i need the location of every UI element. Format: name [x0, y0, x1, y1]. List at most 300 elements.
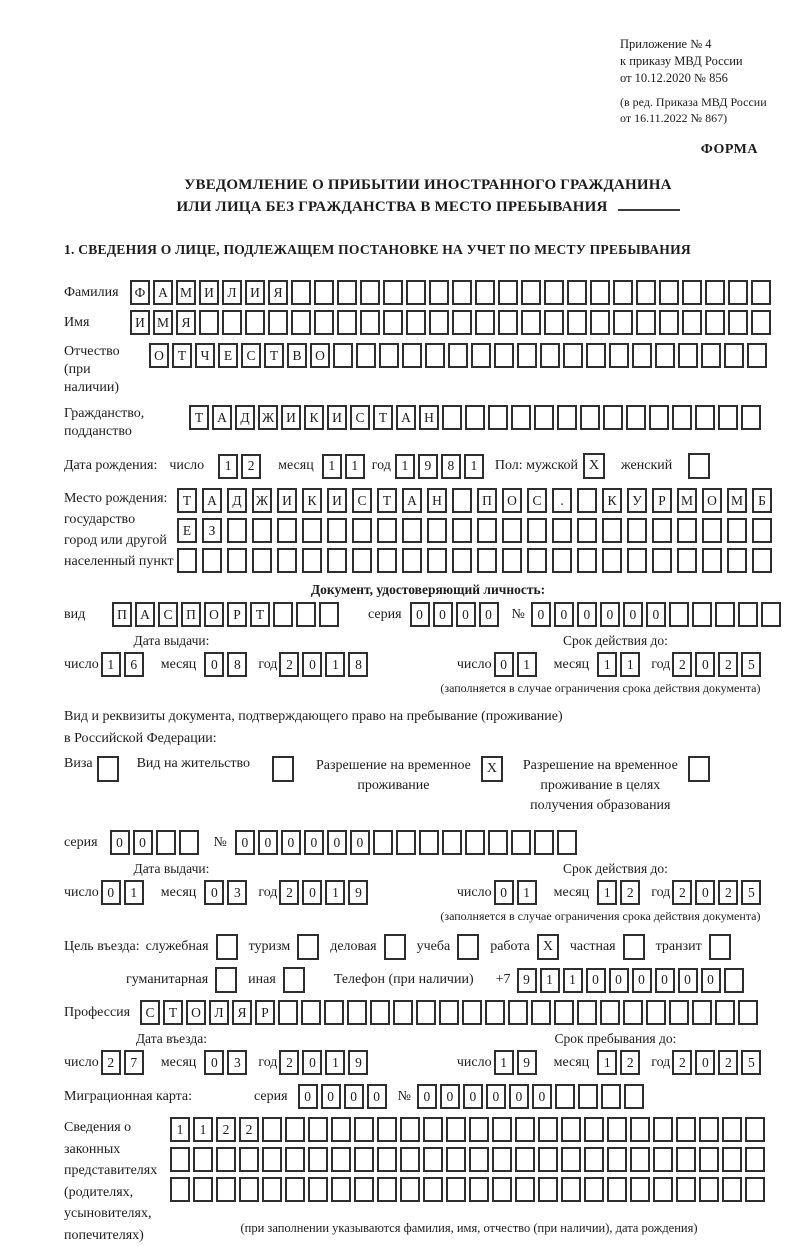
name-cells	[130, 310, 774, 335]
char-cell	[669, 602, 689, 627]
char-cell	[624, 1084, 644, 1109]
entry-year-cells	[279, 1050, 371, 1075]
char-cell	[561, 1117, 581, 1142]
char-cell: И	[277, 488, 297, 513]
char-cell	[177, 548, 197, 573]
char-cell	[475, 280, 495, 305]
char-cell: К	[302, 488, 322, 513]
char-cell: 0	[304, 830, 324, 855]
char-cell	[676, 1147, 696, 1172]
edu-permit-checkbox	[688, 756, 710, 782]
residence-issue-year-cells	[279, 880, 371, 905]
char-cell: 0	[695, 880, 715, 905]
char-cell	[252, 518, 272, 543]
char-cell	[452, 518, 472, 543]
sex-female-checkbox	[688, 453, 710, 479]
char-cell: 0	[235, 830, 255, 855]
doc-series-label: серия	[368, 606, 402, 622]
char-cell	[705, 310, 725, 335]
residence-permit-label: Вид на жительство	[136, 756, 250, 771]
char-cell: 2	[239, 1117, 259, 1142]
temp-permit-checkbox: X	[481, 756, 503, 782]
char-cell	[586, 343, 606, 368]
form-title-line2: ИЛИ ЛИЦА БЕЗ ГРАЖДАНСТВА В МЕСТО ПРЕБЫВАНИЯ	[64, 196, 792, 218]
char-cell: А	[202, 488, 222, 513]
char-cell	[745, 1147, 765, 1172]
char-cell	[446, 1177, 466, 1202]
char-cell	[465, 405, 485, 430]
doc-valid-year-cells	[672, 652, 764, 677]
char-cell: 6	[124, 652, 144, 677]
char-cell	[745, 1177, 765, 1202]
char-cell	[193, 1147, 213, 1172]
stay-day-cells	[494, 1050, 540, 1075]
char-cell	[402, 548, 422, 573]
char-cell	[682, 310, 702, 335]
purpose-option-humanitarian: гуманитарная	[126, 967, 237, 993]
birth-date-row	[64, 453, 792, 479]
char-cell	[302, 518, 322, 543]
char-cell: 2	[279, 652, 299, 677]
surname-label: Фамилия	[64, 284, 119, 300]
char-cell: П	[477, 488, 497, 513]
char-cell: 9	[517, 968, 537, 993]
char-cell: Ж	[252, 488, 272, 513]
appendix-block	[620, 36, 792, 87]
char-cell: Т	[177, 488, 197, 513]
char-cell	[702, 548, 722, 573]
patronymic-label: Отчество (при наличии)	[64, 344, 120, 395]
visa-checkbox	[97, 756, 119, 782]
char-cell	[724, 343, 744, 368]
char-cell	[469, 1177, 489, 1202]
char-cell	[607, 1117, 627, 1142]
char-cell	[352, 518, 372, 543]
char-cell	[653, 1117, 673, 1142]
char-cell: 8	[441, 454, 461, 479]
char-cell	[630, 1147, 650, 1172]
day-label: число	[64, 1054, 99, 1070]
purpose-option-work: работа X	[490, 934, 559, 960]
char-cell: Л	[222, 280, 242, 305]
char-cell: 1	[395, 454, 415, 479]
char-cell	[630, 1117, 650, 1142]
char-cell: 5	[741, 880, 761, 905]
char-cell	[448, 343, 468, 368]
char-cell	[672, 405, 692, 430]
char-cell	[751, 310, 771, 335]
appendix-line: к приказу МВД России	[620, 54, 743, 68]
month-label: месяц	[553, 656, 590, 672]
char-cell	[291, 280, 311, 305]
char-cell: 0	[344, 1084, 364, 1109]
char-cell: 0	[695, 652, 715, 677]
month-label: месяц	[553, 884, 590, 900]
char-cell: 0	[479, 602, 499, 627]
doc-valid-day-cells	[494, 652, 540, 677]
char-cell: У	[627, 488, 647, 513]
char-cell: 0	[646, 602, 666, 627]
char-cell	[296, 602, 316, 627]
representatives-cells	[170, 1117, 768, 1236]
char-cell: К	[602, 488, 622, 513]
birthplace-row1-cells	[177, 488, 777, 513]
residence-series-row	[64, 830, 792, 855]
char-cell	[277, 518, 297, 543]
representatives-row3-cells	[170, 1177, 768, 1202]
char-cell	[314, 280, 334, 305]
char-cell: 0	[701, 968, 721, 993]
char-cell	[701, 343, 721, 368]
char-cell	[360, 310, 380, 335]
residence-valid-day-cells	[494, 880, 540, 905]
char-cell	[636, 280, 656, 305]
char-cell	[699, 1147, 719, 1172]
sex-female-label: женский	[621, 458, 673, 473]
char-cell	[222, 310, 242, 335]
migration-card-row	[64, 1084, 792, 1109]
official-checkbox	[216, 934, 238, 960]
char-cell: З	[202, 518, 222, 543]
patronymic-row	[64, 343, 792, 397]
char-cell	[193, 1177, 213, 1202]
char-cell	[262, 1147, 282, 1172]
char-cell	[314, 310, 334, 335]
char-cell: Р	[227, 602, 247, 627]
char-cell	[636, 310, 656, 335]
char-cell	[427, 548, 447, 573]
residence-valid-col	[399, 861, 792, 924]
month-label: месяц	[553, 1054, 590, 1070]
char-cell	[442, 405, 462, 430]
char-cell	[554, 1000, 574, 1025]
char-cell	[702, 518, 722, 543]
char-cell: 2	[620, 1050, 640, 1075]
char-cell: М	[727, 488, 747, 513]
permit-type-row	[64, 756, 792, 816]
identity-doc-heading: Документ, удостоверяющий личность:	[310, 582, 546, 597]
residence-valid-heading: Срок действия до:	[562, 861, 668, 876]
char-cell: 0	[321, 1084, 341, 1109]
char-cell	[477, 518, 497, 543]
char-cell: 2	[672, 652, 692, 677]
citizenship-cells	[189, 405, 764, 430]
char-cell	[492, 1177, 512, 1202]
char-cell	[603, 405, 623, 430]
char-cell: М	[153, 310, 173, 335]
char-cell: А	[135, 602, 155, 627]
char-cell: 5	[741, 1050, 761, 1075]
char-cell	[308, 1147, 328, 1172]
tourism-checkbox	[297, 934, 319, 960]
char-cell	[170, 1177, 190, 1202]
char-cell: И	[327, 405, 347, 430]
char-cell: 1	[597, 1050, 617, 1075]
char-cell	[752, 548, 772, 573]
char-cell: 0	[600, 602, 620, 627]
char-cell	[669, 1000, 689, 1025]
char-cell	[630, 1177, 650, 1202]
char-cell: 2	[718, 1050, 738, 1075]
char-cell	[308, 1117, 328, 1142]
char-cell	[534, 830, 554, 855]
char-cell: 0	[133, 830, 153, 855]
char-cell	[508, 1000, 528, 1025]
residence-dates-block	[64, 861, 792, 924]
char-cell	[718, 405, 738, 430]
char-cell: Ф	[130, 280, 150, 305]
month-label: месяц	[160, 884, 197, 900]
char-cell: О	[310, 343, 330, 368]
phone-cells	[517, 968, 747, 993]
char-cell	[655, 343, 675, 368]
char-cell	[216, 1177, 236, 1202]
char-cell	[337, 310, 357, 335]
char-cell: 0	[433, 602, 453, 627]
amendment-line: от 16.11.2022 № 867)	[620, 111, 728, 125]
char-cell	[567, 310, 587, 335]
char-cell: 0	[410, 602, 430, 627]
char-cell: 2	[101, 1050, 121, 1075]
char-cell: 2	[216, 1117, 236, 1142]
char-cell	[577, 1000, 597, 1025]
month-label: месяц	[160, 1054, 197, 1070]
char-cell: 2	[279, 1050, 299, 1075]
char-cell: О	[186, 1000, 206, 1025]
char-cell	[722, 1117, 742, 1142]
char-cell	[227, 548, 247, 573]
char-cell	[377, 1117, 397, 1142]
char-cell: 0	[456, 602, 476, 627]
birth-year-label: год	[371, 458, 391, 473]
char-cell	[577, 488, 597, 513]
char-cell: 8	[227, 652, 247, 677]
char-cell: М	[176, 280, 196, 305]
char-cell	[400, 1117, 420, 1142]
char-cell: Т	[172, 343, 192, 368]
char-cell	[517, 343, 537, 368]
char-cell: 2	[672, 1050, 692, 1075]
char-cell	[331, 1117, 351, 1142]
char-cell	[239, 1147, 259, 1172]
char-cell: 1	[325, 652, 345, 677]
char-cell: 0	[494, 652, 514, 677]
char-cell	[277, 548, 297, 573]
char-cell	[534, 405, 554, 430]
char-cell	[396, 830, 416, 855]
forma-label: ФОРМА	[700, 142, 758, 157]
char-cell	[202, 548, 222, 573]
char-cell	[216, 1147, 236, 1172]
char-cell	[527, 518, 547, 543]
year-label: год	[651, 884, 671, 900]
char-cell	[738, 602, 758, 627]
char-cell	[356, 343, 376, 368]
doc-issue-day-cells	[101, 652, 147, 677]
char-cell	[677, 548, 697, 573]
char-cell	[485, 1000, 505, 1025]
char-cell: М	[677, 488, 697, 513]
residence-valid-month-cells	[597, 880, 643, 905]
char-cell	[607, 1177, 627, 1202]
appendix-line: Приложение № 4	[620, 37, 712, 51]
char-cell	[602, 518, 622, 543]
char-cell	[492, 1147, 512, 1172]
char-cell	[502, 548, 522, 573]
residence-number-cells	[235, 830, 580, 855]
char-cell: А	[396, 405, 416, 430]
business-checkbox	[384, 934, 406, 960]
char-cell: 0	[678, 968, 698, 993]
char-cell	[439, 1000, 459, 1025]
char-cell	[360, 280, 380, 305]
char-cell: 1	[193, 1117, 213, 1142]
char-cell	[699, 1177, 719, 1202]
char-cell: А	[402, 488, 422, 513]
doc-series-cells	[410, 602, 502, 627]
char-cell	[429, 280, 449, 305]
char-cell: С	[350, 405, 370, 430]
char-cell	[354, 1147, 374, 1172]
appendix-line: от 10.12.2020 № 856	[620, 71, 728, 85]
char-cell: 2	[718, 880, 738, 905]
char-cell	[402, 518, 422, 543]
char-cell	[423, 1177, 443, 1202]
char-cell	[544, 310, 564, 335]
char-cell: И	[245, 280, 265, 305]
char-cell	[676, 1117, 696, 1142]
char-cell	[761, 602, 781, 627]
char-cell	[600, 1000, 620, 1025]
stay-month-cells	[597, 1050, 643, 1075]
doc-valid-col	[399, 633, 792, 696]
name-row	[64, 310, 792, 335]
char-cell: 1	[101, 652, 121, 677]
sex-male-label: Пол: мужской	[494, 458, 579, 473]
char-cell	[278, 1000, 298, 1025]
study-checkbox	[457, 934, 479, 960]
char-cell: О	[702, 488, 722, 513]
year-label: год	[258, 656, 278, 672]
char-cell: С	[352, 488, 372, 513]
char-cell: Л	[209, 1000, 229, 1025]
char-cell	[331, 1147, 351, 1172]
char-cell	[745, 1117, 765, 1142]
char-cell: Ч	[195, 343, 215, 368]
char-cell: Т	[377, 488, 397, 513]
char-cell	[383, 310, 403, 335]
char-cell: 9	[348, 1050, 368, 1075]
char-cell	[442, 830, 462, 855]
char-cell	[170, 1147, 190, 1172]
char-cell	[613, 280, 633, 305]
char-cell	[607, 1147, 627, 1172]
char-cell: 0	[204, 880, 224, 905]
representatives-row2-cells	[170, 1147, 768, 1172]
purpose-option-transit: транзит	[656, 934, 731, 960]
stay-until-heading: Срок пребывания до:	[554, 1031, 677, 1046]
char-cell: .	[552, 488, 572, 513]
doc-kind-label: вид	[64, 606, 86, 622]
char-cell	[462, 1000, 482, 1025]
char-cell	[728, 280, 748, 305]
phone-label: Телефон (при наличии)	[333, 972, 474, 987]
char-cell: А	[212, 405, 232, 430]
char-cell	[515, 1177, 535, 1202]
title-underline	[618, 197, 680, 211]
char-cell	[577, 548, 597, 573]
char-cell: 5	[741, 652, 761, 677]
char-cell: С	[140, 1000, 160, 1025]
char-cell: 0	[350, 830, 370, 855]
day-label: число	[64, 884, 99, 900]
entry-date-col	[64, 1031, 399, 1075]
char-cell	[557, 405, 577, 430]
char-cell	[302, 548, 322, 573]
char-cell	[538, 1147, 558, 1172]
char-cell: Т	[250, 602, 270, 627]
year-label: год	[651, 656, 671, 672]
patronymic-cells	[149, 343, 770, 368]
char-cell	[678, 343, 698, 368]
citizenship-label: Гражданство, подданство	[64, 406, 145, 439]
char-cell: 9	[517, 1050, 537, 1075]
char-cell: 1	[464, 454, 484, 479]
char-cell: 1	[218, 454, 238, 479]
char-cell	[557, 830, 577, 855]
char-cell	[423, 1117, 443, 1142]
char-cell	[308, 1177, 328, 1202]
char-cell: 0	[632, 968, 652, 993]
char-cell	[627, 518, 647, 543]
char-cell	[602, 548, 622, 573]
char-cell	[377, 548, 397, 573]
birthplace-block	[64, 488, 792, 578]
char-cell	[469, 1147, 489, 1172]
migcard-number-cells	[417, 1084, 647, 1109]
doc-valid-note: (заполняется в случае ограничения срока действия документа)	[440, 681, 761, 695]
char-cell: 0	[204, 652, 224, 677]
char-cell	[561, 1177, 581, 1202]
char-cell	[502, 518, 522, 543]
char-cell: П	[181, 602, 201, 627]
char-cell	[324, 1000, 344, 1025]
char-cell	[268, 310, 288, 335]
surname-row	[64, 280, 792, 305]
char-cell: А	[153, 280, 173, 305]
purpose-option-other: иная	[248, 967, 305, 993]
char-cell: 3	[227, 1050, 247, 1075]
char-cell	[752, 518, 772, 543]
char-cell	[406, 310, 426, 335]
char-cell: 1	[563, 968, 583, 993]
char-cell: В	[287, 343, 307, 368]
birthplace-cells	[177, 488, 777, 578]
char-cell: И	[281, 405, 301, 430]
char-cell	[521, 310, 541, 335]
char-cell	[515, 1117, 535, 1142]
char-cell: 0	[494, 880, 514, 905]
char-cell	[416, 1000, 436, 1025]
char-cell: 1	[517, 880, 537, 905]
purpose-option-business: деловая	[330, 934, 405, 960]
char-cell	[646, 1000, 666, 1025]
char-cell	[199, 310, 219, 335]
char-cell	[632, 343, 652, 368]
year-label: год	[258, 1054, 278, 1070]
char-cell: 0	[302, 652, 322, 677]
char-cell	[327, 518, 347, 543]
